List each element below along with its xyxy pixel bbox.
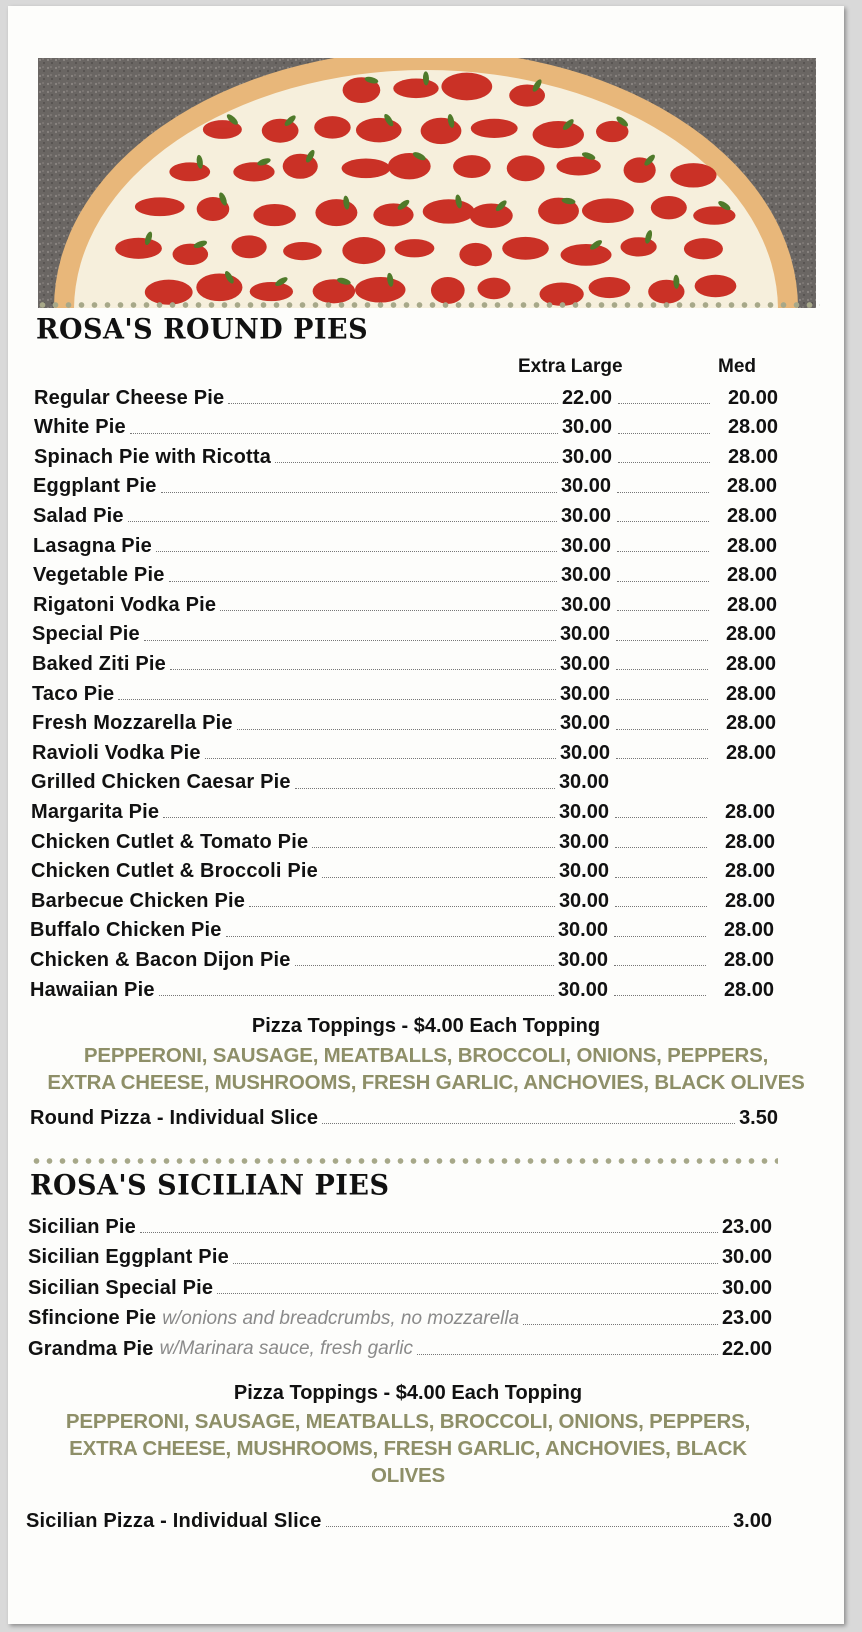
menu-item [33,501,777,531]
pizza-illustration [38,58,816,308]
price-extra-large: 30.00 [557,919,608,942]
price-extra-large: 30.00 [560,504,611,527]
menu-item [31,827,775,857]
dot-leader [322,877,555,878]
item-name: Vegetable Pie [33,564,165,587]
price-extra-large: 30.00 [561,416,612,439]
price-med: 20.00 [727,386,778,409]
dot-leader [130,433,558,434]
dot-leader [295,965,554,966]
price-extra-large: 30.00 [559,741,610,764]
item-name: Taco Pie [32,682,115,705]
item-description: w/onions and breadcrumbs, no mozzarella [162,1307,520,1329]
menu-item [32,620,776,650]
toppings-line: PEPPERONI, SAUSAGE, MEATBALLS, BROCCOLI, ONIONS, PEPPERS, [65,1410,751,1433]
sauce-dollop [695,275,737,298]
dot-leader [233,1263,718,1264]
price-med: 28.00 [725,682,776,705]
price-med: 28.00 [723,978,774,1001]
dot-leader [295,788,555,789]
item-name: Sfincione Pie [28,1307,157,1330]
dot-leader [614,995,706,996]
divider-dots [30,1158,778,1164]
dot-leader [616,729,708,730]
sauce-dollop [556,157,600,176]
item-name: Grandma Pie [28,1337,154,1360]
sauce-dollop [355,277,405,303]
sauce-dollop [262,119,299,143]
item-name: Fresh Mozzarella Pie [32,712,233,735]
item-name: Sicilian Pizza - Individual Slice [26,1509,322,1532]
dot-leader [617,551,709,552]
item-name: Salad Pie [33,504,124,527]
item-price: 3.50 [739,1106,778,1129]
price-extra-large: 30.00 [557,948,608,971]
menu-item [34,413,778,443]
menu-item [33,472,777,502]
dot-leader [170,669,556,670]
menu-item [33,531,777,561]
sauce-dollop [169,162,210,181]
menu-item [31,797,775,827]
item-name: Buffalo Chicken Pie [30,919,222,942]
toppings-list [8,1042,844,1096]
dot-leader [616,669,708,670]
sauce-dollop [441,73,492,101]
item-name: White Pie [34,416,126,439]
dot-leader [614,936,706,937]
menu-item [30,945,774,975]
price-med: 28.00 [723,948,774,971]
menu-item [32,709,776,739]
price-med: 28.00 [725,741,776,764]
price-extra-large: 22.00 [561,386,612,409]
sauce-dollop [231,235,266,258]
price-med: 28.00 [724,889,775,912]
dot-leader [618,462,710,463]
sauce-dollop [589,277,631,298]
sauce-dollop [459,243,492,266]
dot-leader [249,906,555,907]
sauce-dollop [115,238,162,259]
sauce-dollop [250,282,293,301]
menu-item [28,1243,772,1273]
item-name: Baked Ziti Pie [32,652,166,675]
item-name: Regular Cheese Pie [34,386,225,409]
sauce-dollop [342,158,391,178]
item-price: 30.00 [721,1276,772,1299]
sauce-dollop [582,198,634,223]
dot-leader [618,433,710,434]
sauce-dollop [561,244,612,266]
sauce-dollop [393,79,438,99]
price-med: 28.00 [725,712,776,735]
toppings-heading: Pizza Toppings - $4.00 Each Topping [251,1015,601,1037]
toppings-line: OLIVES [371,1464,445,1487]
dot-leader [326,1526,729,1527]
price-med: 28.00 [726,564,777,587]
sauce-dollop [477,278,510,300]
dot-leader [614,965,706,966]
sauce-dollop [470,203,513,228]
price-extra-large: 30.00 [558,860,609,883]
sauce-dollop [196,274,242,302]
sauce-dollop [533,121,584,148]
menu-item-slice [30,1103,778,1133]
menu-item [32,649,776,679]
item-price: 23.00 [721,1307,772,1330]
price-extra-large: 30.00 [561,445,612,468]
price-med: 28.00 [724,830,775,853]
item-name: Chicken Cutlet & Broccoli Pie [31,860,318,883]
dot-leader [228,403,558,404]
item-name: Lasagna Pie [33,534,152,557]
price-med: 28.00 [726,504,777,527]
pizza-photo [38,58,816,308]
divider-dots [36,302,820,308]
column-head-med: Med [718,356,756,377]
item-price: 22.00 [721,1337,772,1360]
dot-leader [322,1123,735,1124]
menu-item [34,383,778,413]
sauce-dollop [471,119,518,138]
dot-leader [163,817,555,818]
toppings-list [8,1408,808,1489]
section-title-round: ROSA'S ROUND PIES [36,313,369,346]
price-med: 28.00 [725,652,776,675]
dot-leader [615,877,707,878]
dot-leader [217,1293,718,1294]
sauce-dollop [253,204,296,226]
sauce-dollop [423,199,475,223]
price-med: 28.00 [727,445,778,468]
sauce-dollop [315,199,357,226]
item-name: Round Pizza - Individual Slice [30,1106,319,1129]
sauce-dollop [145,280,193,305]
item-name: Spinach Pie with Ricotta [34,445,272,468]
price-med: 28.00 [724,800,775,823]
sauce-dollop [509,84,545,106]
price-extra-large: 30.00 [559,623,610,646]
menu-item [33,561,777,591]
sauce-dollop [173,244,209,265]
price-med: 28.00 [723,919,774,942]
menu-item-slice [26,1506,772,1536]
dot-leader [118,699,556,700]
dot-leader [226,936,554,937]
menu-item [32,679,776,709]
column-head-extra-large: Extra Large [518,356,623,377]
sauce-dollop [395,239,435,257]
menu-item [31,768,775,798]
price-extra-large: 30.00 [559,682,610,705]
sauce-dollop [620,237,656,256]
sauce-dollop [507,155,545,181]
item-name: Hawaiian Pie [30,978,155,1001]
item-name: Sicilian Eggplant Pie [28,1246,229,1269]
item-name: Sicilian Special Pie [28,1276,214,1299]
dot-leader [144,640,556,641]
price-extra-large: 30.00 [560,534,611,557]
dot-leader [159,995,554,996]
price-extra-large: 30.00 [558,771,609,794]
dot-leader [615,906,707,907]
menu-item [32,738,776,768]
price-extra-large: 30.00 [560,475,611,498]
toppings-line: EXTRA CHEESE, MUSHROOMS, FRESH GARLIC, ANCHOVIES, BLACK [69,1437,747,1460]
dot-leader [205,758,556,759]
dot-leader [617,581,709,582]
sauce-dollop [421,118,462,144]
dot-leader [237,729,556,730]
dot-leader [128,521,557,522]
dot-leader [617,492,709,493]
item-description: w/Marinara sauce, fresh garlic [159,1338,414,1360]
dot-leader [220,610,557,611]
dot-leader [615,847,707,848]
sauce-dollop [314,116,350,139]
dot-leader [617,610,709,611]
dot-leader [615,817,707,818]
sauce-dollop [453,155,491,178]
price-extra-large: 30.00 [557,978,608,1001]
price-med: 28.00 [725,623,776,646]
menu-item [31,886,775,916]
sauce-dollop [670,163,716,187]
menu-item [34,442,778,472]
dot-leader [169,581,557,582]
sauce-dollop [684,238,723,259]
price-extra-large: 30.00 [558,830,609,853]
menu-item [28,1212,772,1242]
sauce-dollop [373,203,413,226]
dot-leader [161,492,557,493]
sauce-dollop [502,237,549,260]
price-med: 28.00 [727,416,778,439]
price-extra-large: 30.00 [560,593,611,616]
section-title-sicilian: ROSA'S SICILIAN PIES [30,1169,390,1202]
menu-item [30,975,774,1005]
item-name: Margarita Pie [31,800,160,823]
dot-leader [417,1354,718,1355]
price-extra-large: 30.00 [558,800,609,823]
item-name: Barbecue Chicken Pie [31,889,246,912]
price-extra-large: 30.00 [558,889,609,912]
price-med: 28.00 [726,593,777,616]
menu-item [30,916,774,946]
item-name: Chicken Cutlet & Tomato Pie [31,830,309,853]
item-name: Ravioli Vodka Pie [32,741,201,764]
item-name: Sicilian Pie [28,1215,137,1238]
menu-item [31,857,775,887]
dot-leader [617,521,709,522]
price-extra-large: 30.00 [560,564,611,587]
toppings-heading: Pizza Toppings - $4.00 Each Topping [233,1382,583,1404]
menu-item [33,590,777,620]
dot-leader [616,699,708,700]
item-name: Eggplant Pie [33,475,157,498]
toppings-line: EXTRA CHEESE, MUSHROOMS, FRESH GARLIC, ANCHOVIES, BLACK OLIVES [47,1071,805,1094]
menu-item [28,1334,772,1364]
dot-leader [618,403,710,404]
item-price: 30.00 [721,1246,772,1269]
item-name: Rigatoni Vodka Pie [33,593,217,616]
item-price: 3.00 [733,1509,772,1532]
dot-leader [275,462,558,463]
price-extra-large: 30.00 [559,712,610,735]
item-name: Chicken & Bacon Dijon Pie [30,948,291,971]
item-name: Special Pie [32,623,140,646]
price-med: 28.00 [726,475,777,498]
menu-item [28,1273,772,1303]
dot-leader [616,640,708,641]
dot-leader [616,758,708,759]
price-med: 28.00 [724,860,775,883]
menu-item [28,1304,772,1334]
sauce-dollop [283,242,322,260]
item-name: Grilled Chicken Caesar Pie [31,771,291,794]
dot-leader [156,551,557,552]
sauce-dollop [431,277,465,304]
price-med: 28.00 [726,534,777,557]
menu-page [8,6,844,1624]
sauce-dollop [233,162,274,181]
dot-leader [312,847,555,848]
price-extra-large: 30.00 [559,652,610,675]
dot-leader [140,1232,718,1233]
sauce-dollop [651,196,687,219]
dot-leader [523,1324,718,1325]
toppings-line: PEPPERONI, SAUSAGE, MEATBALLS, BROCCOLI, ONIONS, PEPPERS, [83,1044,769,1067]
item-price: 23.00 [721,1215,772,1238]
sauce-dollop [135,197,185,216]
sauce-dollop [342,237,385,264]
sauce-dollop [356,118,402,142]
